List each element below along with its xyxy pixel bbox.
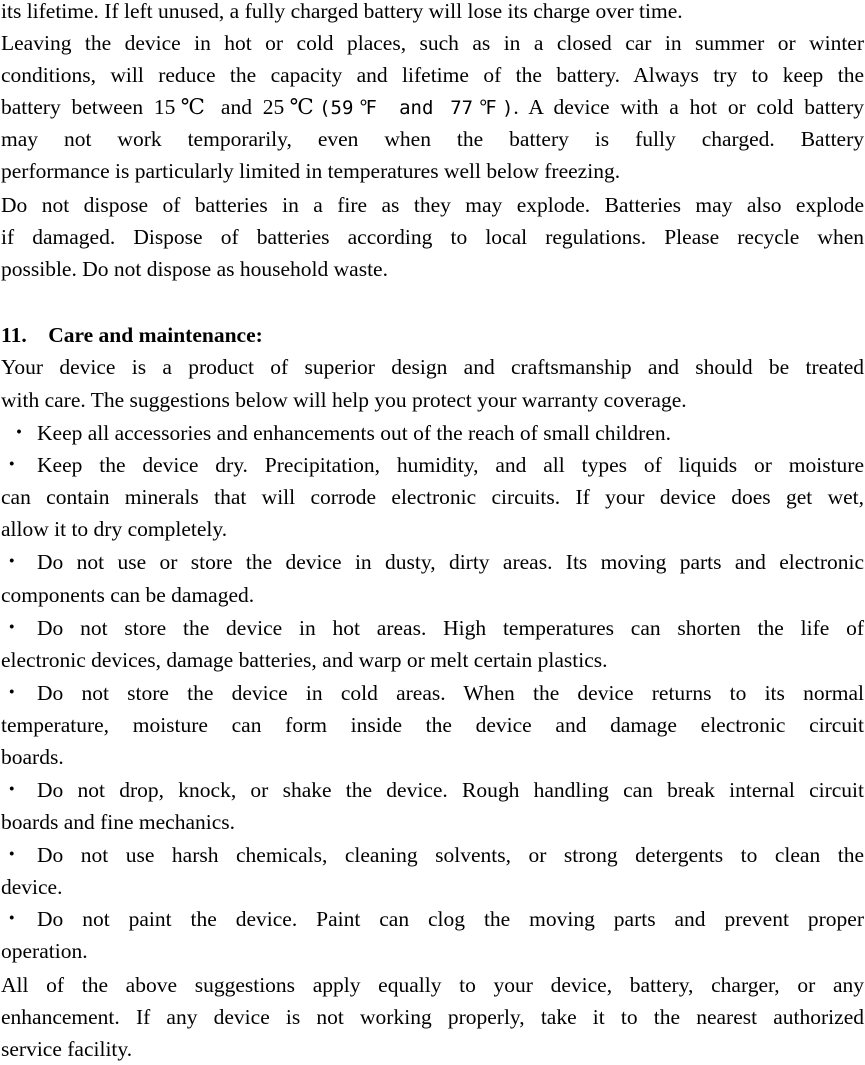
bullet-continuation: temperature, moisture can form inside the device and damage electronic circuit	[1, 713, 864, 737]
bullet-item	[1, 677, 864, 709]
bullet-text: Do not drop, knock, or shake the device. Rough handling can break internal circuit	[37, 778, 864, 802]
paragraph-line: if damaged. Dispose of batteries according to local regulations. Please recycle when	[1, 225, 864, 249]
bullet-text: Keep the device dry. Precipitation, humidity, and all types of liquids or moisture	[37, 453, 864, 477]
bullet-text: Do not use or store the device in dusty, dirty areas. Its moving parts and electronic	[37, 550, 864, 574]
paragraph-line: Leaving the device in hot or cold places, such as in a closed car in summer or winter	[1, 31, 864, 55]
bullet-text: Do not paint the device. Paint can clog the moving parts and prevent proper	[37, 907, 864, 931]
bullet-continuation: allow it to dry completely.	[1, 517, 228, 541]
section-heading: 11. Care and maintenance:	[1, 323, 263, 347]
bullet-item	[1, 449, 864, 481]
bullet-marker: ・	[1, 550, 23, 574]
bullet-marker: ・	[8, 421, 30, 445]
bullet-item	[1, 417, 864, 449]
temperature-range-fahrenheit: (59℉ and 77℉)	[319, 97, 514, 119]
bullet-continuation: electronic devices, damage batteries, and warp or melt certain plastics.	[1, 648, 608, 672]
temperature-line-tail: . A device with a hot or cold battery	[513, 95, 864, 119]
paragraph-line: may not work temporarily, even when the battery is fully charged. Battery	[1, 127, 864, 151]
bullet-continuation: components can be damaged.	[1, 583, 255, 607]
paragraph-line: enhancement. If any device is not working properly, take it to the nearest authorized	[1, 1005, 864, 1029]
paragraph-line: conditions, will reduce the capacity and lifetime of the battery. Always try to keep the	[1, 63, 864, 87]
paragraph-line: All of the above suggestions apply equally to your device, battery, charger, or any	[1, 973, 864, 997]
bullet-marker: ・	[1, 616, 23, 640]
bullet-continuation: boards.	[1, 745, 64, 769]
paragraph-line: possible. Do not dispose as household waste.	[1, 257, 388, 281]
bullet-marker: ・	[1, 681, 23, 705]
paragraph-line-temperature	[1, 91, 864, 123]
bullet-item	[1, 546, 864, 578]
paragraph-line: performance is particularly limited in temperatures well below freezing.	[1, 159, 621, 183]
paragraph-line: Your device is a product of superior design and craftsmanship and should be treated	[1, 355, 864, 379]
bullet-marker: ・	[1, 907, 23, 931]
bullet-item	[1, 612, 864, 644]
paragraph-line: Do not dispose of batteries in a fire as they may explode. Batteries may also explode	[1, 193, 864, 217]
bullet-continuation: device.	[1, 875, 63, 899]
temperature-range-celsius: battery between 15℃ and 25℃	[1, 95, 320, 119]
bullet-item	[1, 839, 864, 871]
bullet-text: Do not store the device in hot areas. High temperatures can shorten the life of	[37, 616, 864, 640]
bullet-continuation: boards and fine mechanics.	[1, 810, 236, 834]
bullet-text: Do not use harsh chemicals, cleaning solvents, or strong detergents to clean the	[37, 843, 864, 867]
bullet-marker: ・	[1, 778, 23, 802]
paragraph-line: with care. The suggestions below will help you protect your warranty coverage.	[1, 388, 687, 412]
bullet-item	[1, 903, 864, 935]
bullet-text: Keep all accessories and enhancements out of the reach of small children.	[37, 421, 671, 445]
bullet-text: Do not store the device in cold areas. When the device returns to its normal	[37, 681, 864, 705]
bullet-marker: ・	[1, 843, 23, 867]
bullet-marker: ・	[1, 453, 23, 477]
paragraph-line: service facility.	[1, 1037, 133, 1061]
paragraph-line: its lifetime. If left unused, a fully charged battery will lose its charge over time.	[1, 0, 683, 23]
bullet-continuation: can contain minerals that will corrode electronic circuits. If your device does get wet,	[1, 485, 864, 509]
bullet-item	[1, 774, 864, 806]
bullet-continuation: operation.	[1, 939, 88, 963]
